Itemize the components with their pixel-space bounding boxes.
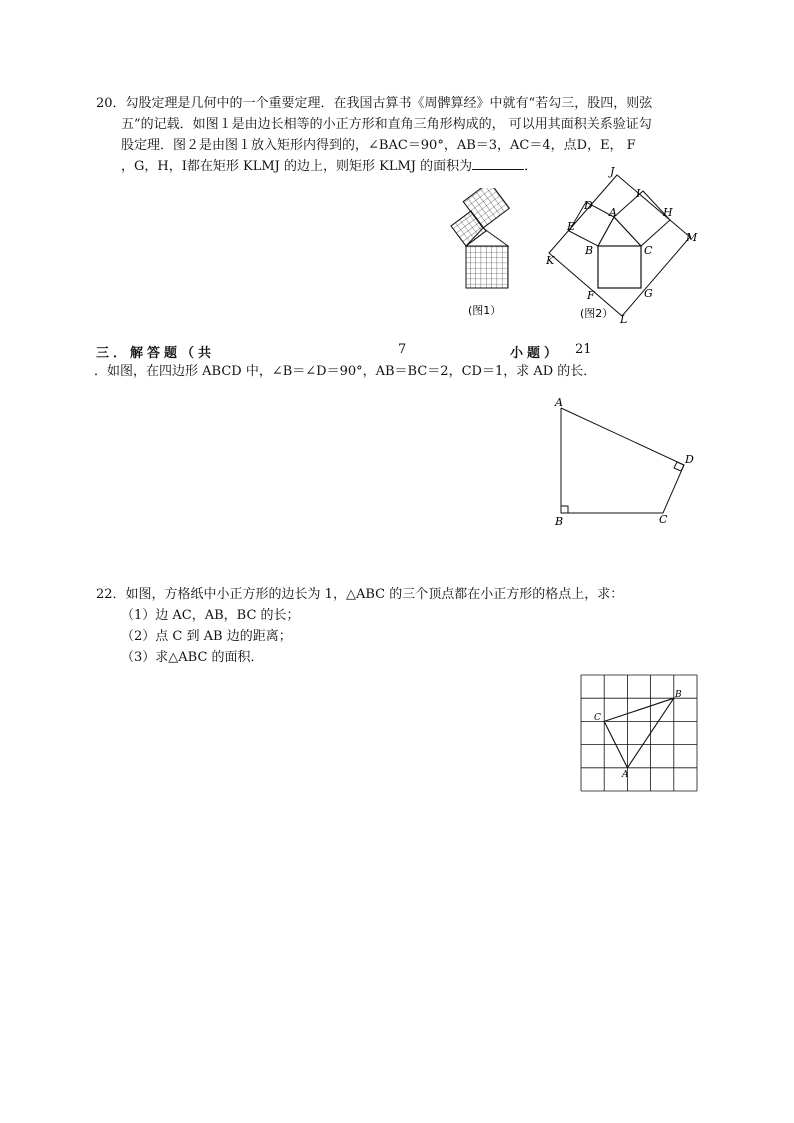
question-21: [96, 361, 716, 382]
figure-q22-grid: [580, 674, 700, 794]
section-title-end: 小题）: [510, 346, 562, 361]
label-B: B: [675, 690, 682, 700]
label-I: I: [636, 187, 641, 200]
section-title: 三．解答题（共: [96, 346, 216, 361]
label-B: B: [585, 244, 594, 257]
square-BCGF: [598, 246, 641, 288]
label-K: K: [546, 254, 555, 267]
figure-2-caption: (图2）: [580, 307, 614, 320]
label-H: H: [663, 206, 673, 219]
label-J: J: [610, 165, 615, 178]
section-count: 7: [398, 342, 407, 357]
label-C: C: [644, 244, 653, 257]
right-angle-mark-B: [561, 506, 568, 513]
question-22: [96, 584, 716, 668]
q22-item-1: （1）边 AC，AB，BC 的长；: [121, 608, 300, 623]
grid-paper: [580, 674, 700, 794]
square-hypotenuse: [466, 246, 508, 288]
q22-item-3: （3）求△ABC 的面积．: [121, 650, 264, 665]
q22-text: 22．如图，方格纸中小正方形的边长为 1，△ABC 的三个顶点都在小正方形的格点上，求：: [96, 587, 624, 602]
triangle-ABC: [604, 698, 674, 768]
figure-1-drawing: [438, 188, 538, 323]
triangle-ABC: [598, 217, 641, 246]
quadrilateral-ABCD: [550, 394, 700, 529]
q22-item-2: （2）点 C 到 AB 边的距离；: [121, 629, 292, 644]
label-D: D: [584, 199, 593, 212]
label-A: A: [609, 206, 617, 219]
label-C: C: [594, 713, 601, 723]
label-A: A: [555, 396, 563, 409]
q20-line-2: 五”的记载．如图１是由边长相等的小正方形和直角三角形构成的， 可以用其面积关系验证勾: [121, 117, 652, 132]
figure-2-drawing: [540, 165, 710, 325]
next-question-number: 21: [575, 342, 592, 357]
label-F: F: [587, 289, 595, 302]
label-B: B: [555, 515, 564, 528]
answer-blank: [472, 156, 524, 170]
label-C: C: [659, 513, 668, 526]
q20-line-3: 股定理．图２是由图１放入矩形内得到的，∠BAC＝90°，AB＝3，AC＝4，点D，E， F: [121, 138, 636, 153]
label-A: A: [622, 770, 629, 780]
square-on-AC: [614, 191, 670, 246]
figure-q21: [550, 394, 700, 529]
label-L: L: [620, 313, 628, 325]
figure-1: [438, 188, 538, 323]
label-G: G: [644, 287, 653, 300]
q20-line-4-end: ．: [524, 159, 538, 174]
q21-text: ．如图，在四边形 ABCD 中，∠B＝∠D＝90°，AB＝BC＝2，CD＝1，求 AD 的长．: [94, 364, 597, 379]
figure-1-caption: (图1）: [468, 304, 502, 317]
q20-line-4-text: ，G，H，I都在矩形 KLMJ 的边上，则矩形 KLMJ 的面积为: [121, 159, 473, 174]
label-E: E: [567, 220, 576, 233]
figure-2: [540, 165, 710, 325]
label-D: D: [685, 453, 694, 466]
label-M: M: [686, 231, 698, 244]
q20-line-1: 20．勾股定理是几何中的一个重要定理．在我国古算书《周髀算经》中就有“若勾三，股四，则弦: [96, 96, 653, 111]
